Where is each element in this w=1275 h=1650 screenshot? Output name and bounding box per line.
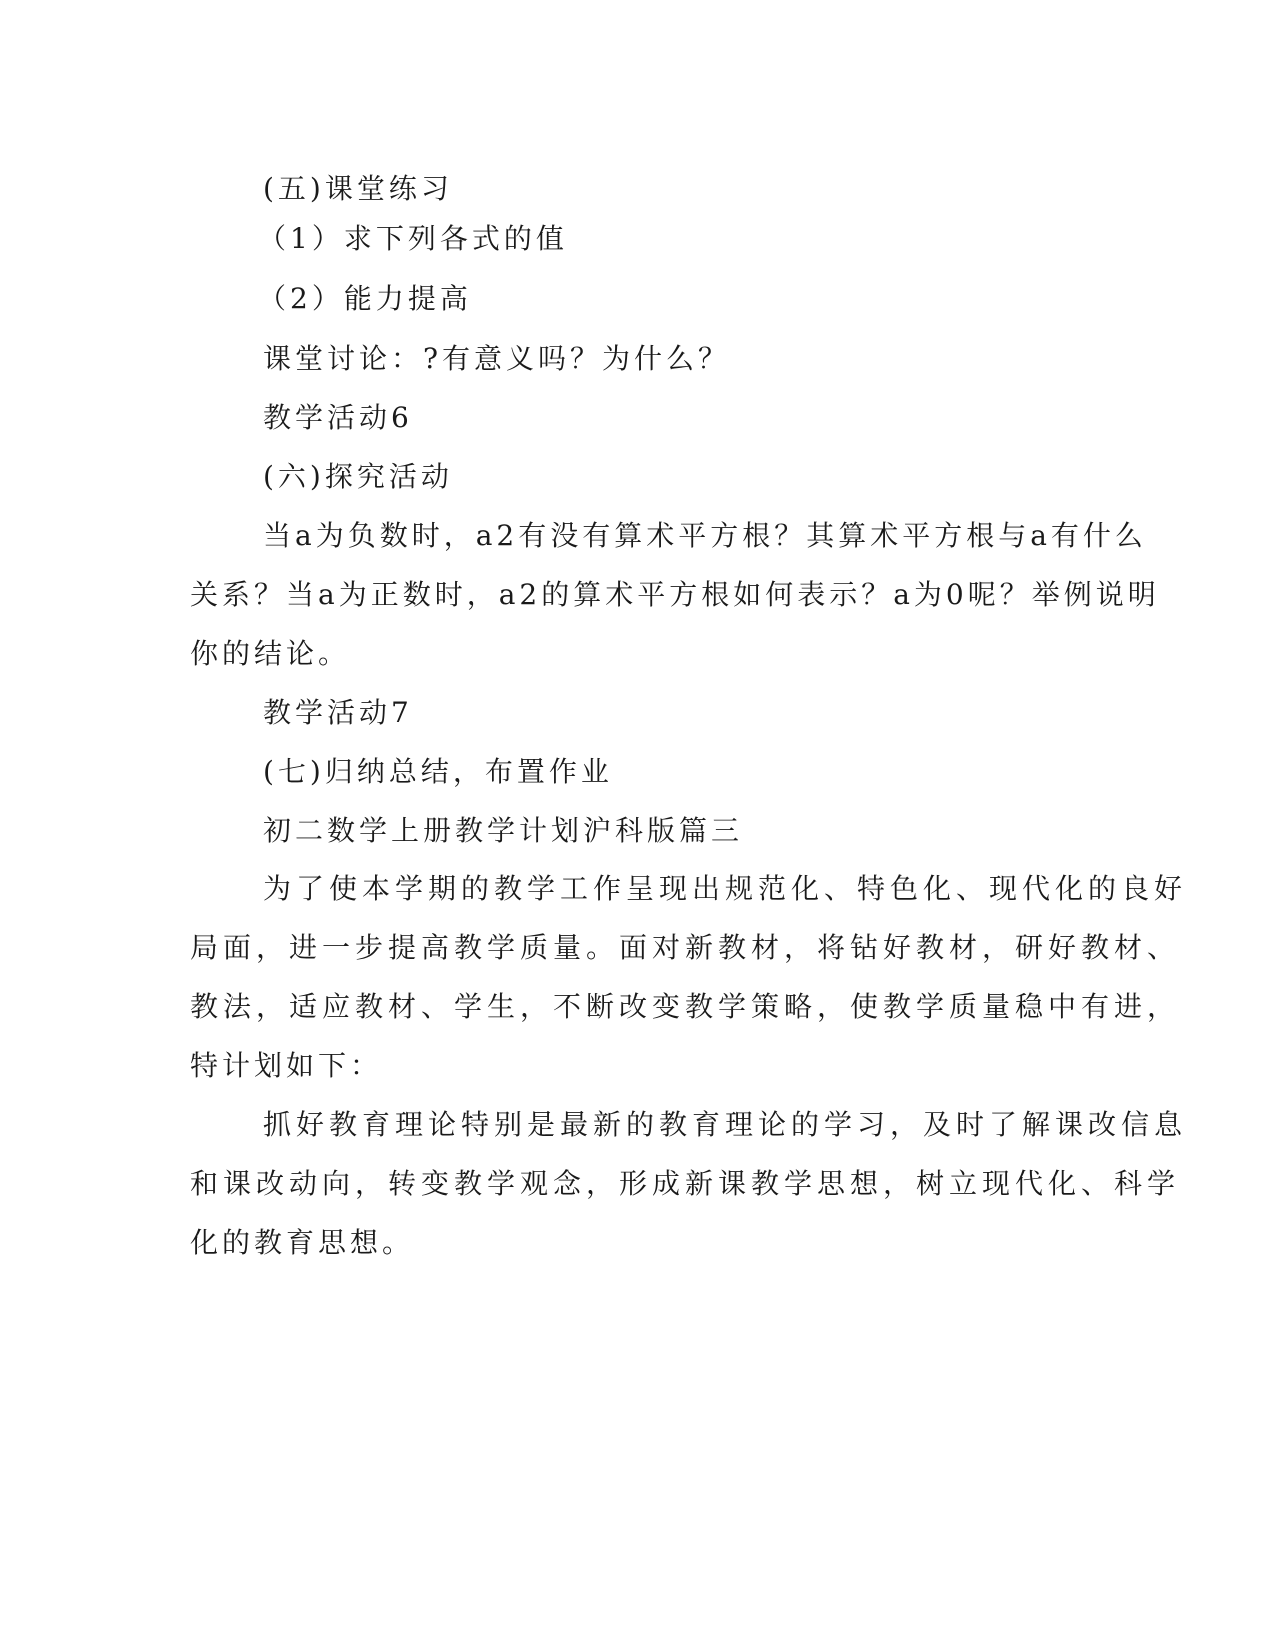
paragraph-plan-line-1: 为了使本学期的教学工作呈现出规范化、特色化、现代化的良好 (263, 872, 1188, 905)
activity-label-6: 教学活动6 (263, 401, 413, 434)
paragraph-plan-line-4: 特计划如下： (190, 1049, 383, 1082)
discussion-text: 课堂讨论：?有意义吗？为什么？ (263, 342, 731, 375)
section-heading-classroom-practice: (五)课堂练习 (263, 172, 453, 205)
paragraph-theory-line-3: 化的教育思想。 (190, 1226, 415, 1259)
paragraph-plan-line-3: 教法，适应教材、学生，不断改变教学策略，使教学质量稳中有进， (190, 990, 1181, 1023)
paragraph-plan-line-2: 局面，进一步提高教学质量。面对新教材，将钻好教材，研好教材、 (190, 931, 1181, 964)
exercise-item-1: （1）求下列各式的值 (258, 222, 568, 255)
paragraph-exploration-line-3: 你的结论。 (190, 637, 351, 670)
section-heading-summary: (七)归纳总结，布置作业 (263, 755, 613, 788)
section-heading-exploration: (六)探究活动 (263, 460, 453, 493)
paragraph-exploration-line-1: 当a为负数时，a2有没有算术平方根？其算术平方根与a有什么 (263, 519, 1147, 552)
paragraph-theory-line-2: 和课改动向，转变教学观念，形成新课教学思想，树立现代化、科学 (190, 1167, 1181, 1200)
paragraph-theory-line-1: 抓好教育理论特别是最新的教育理论的学习，及时了解课改信息 (263, 1108, 1188, 1141)
paragraph-exploration-line-2: 关系？当a为正数时，a2的算术平方根如何表示？a为0呢？举例说明 (190, 578, 1160, 611)
activity-label-7: 教学活动7 (263, 696, 413, 729)
exercise-item-2: （2）能力提高 (258, 282, 472, 315)
article-title-part-three: 初二数学上册教学计划沪科版篇三 (263, 814, 744, 847)
